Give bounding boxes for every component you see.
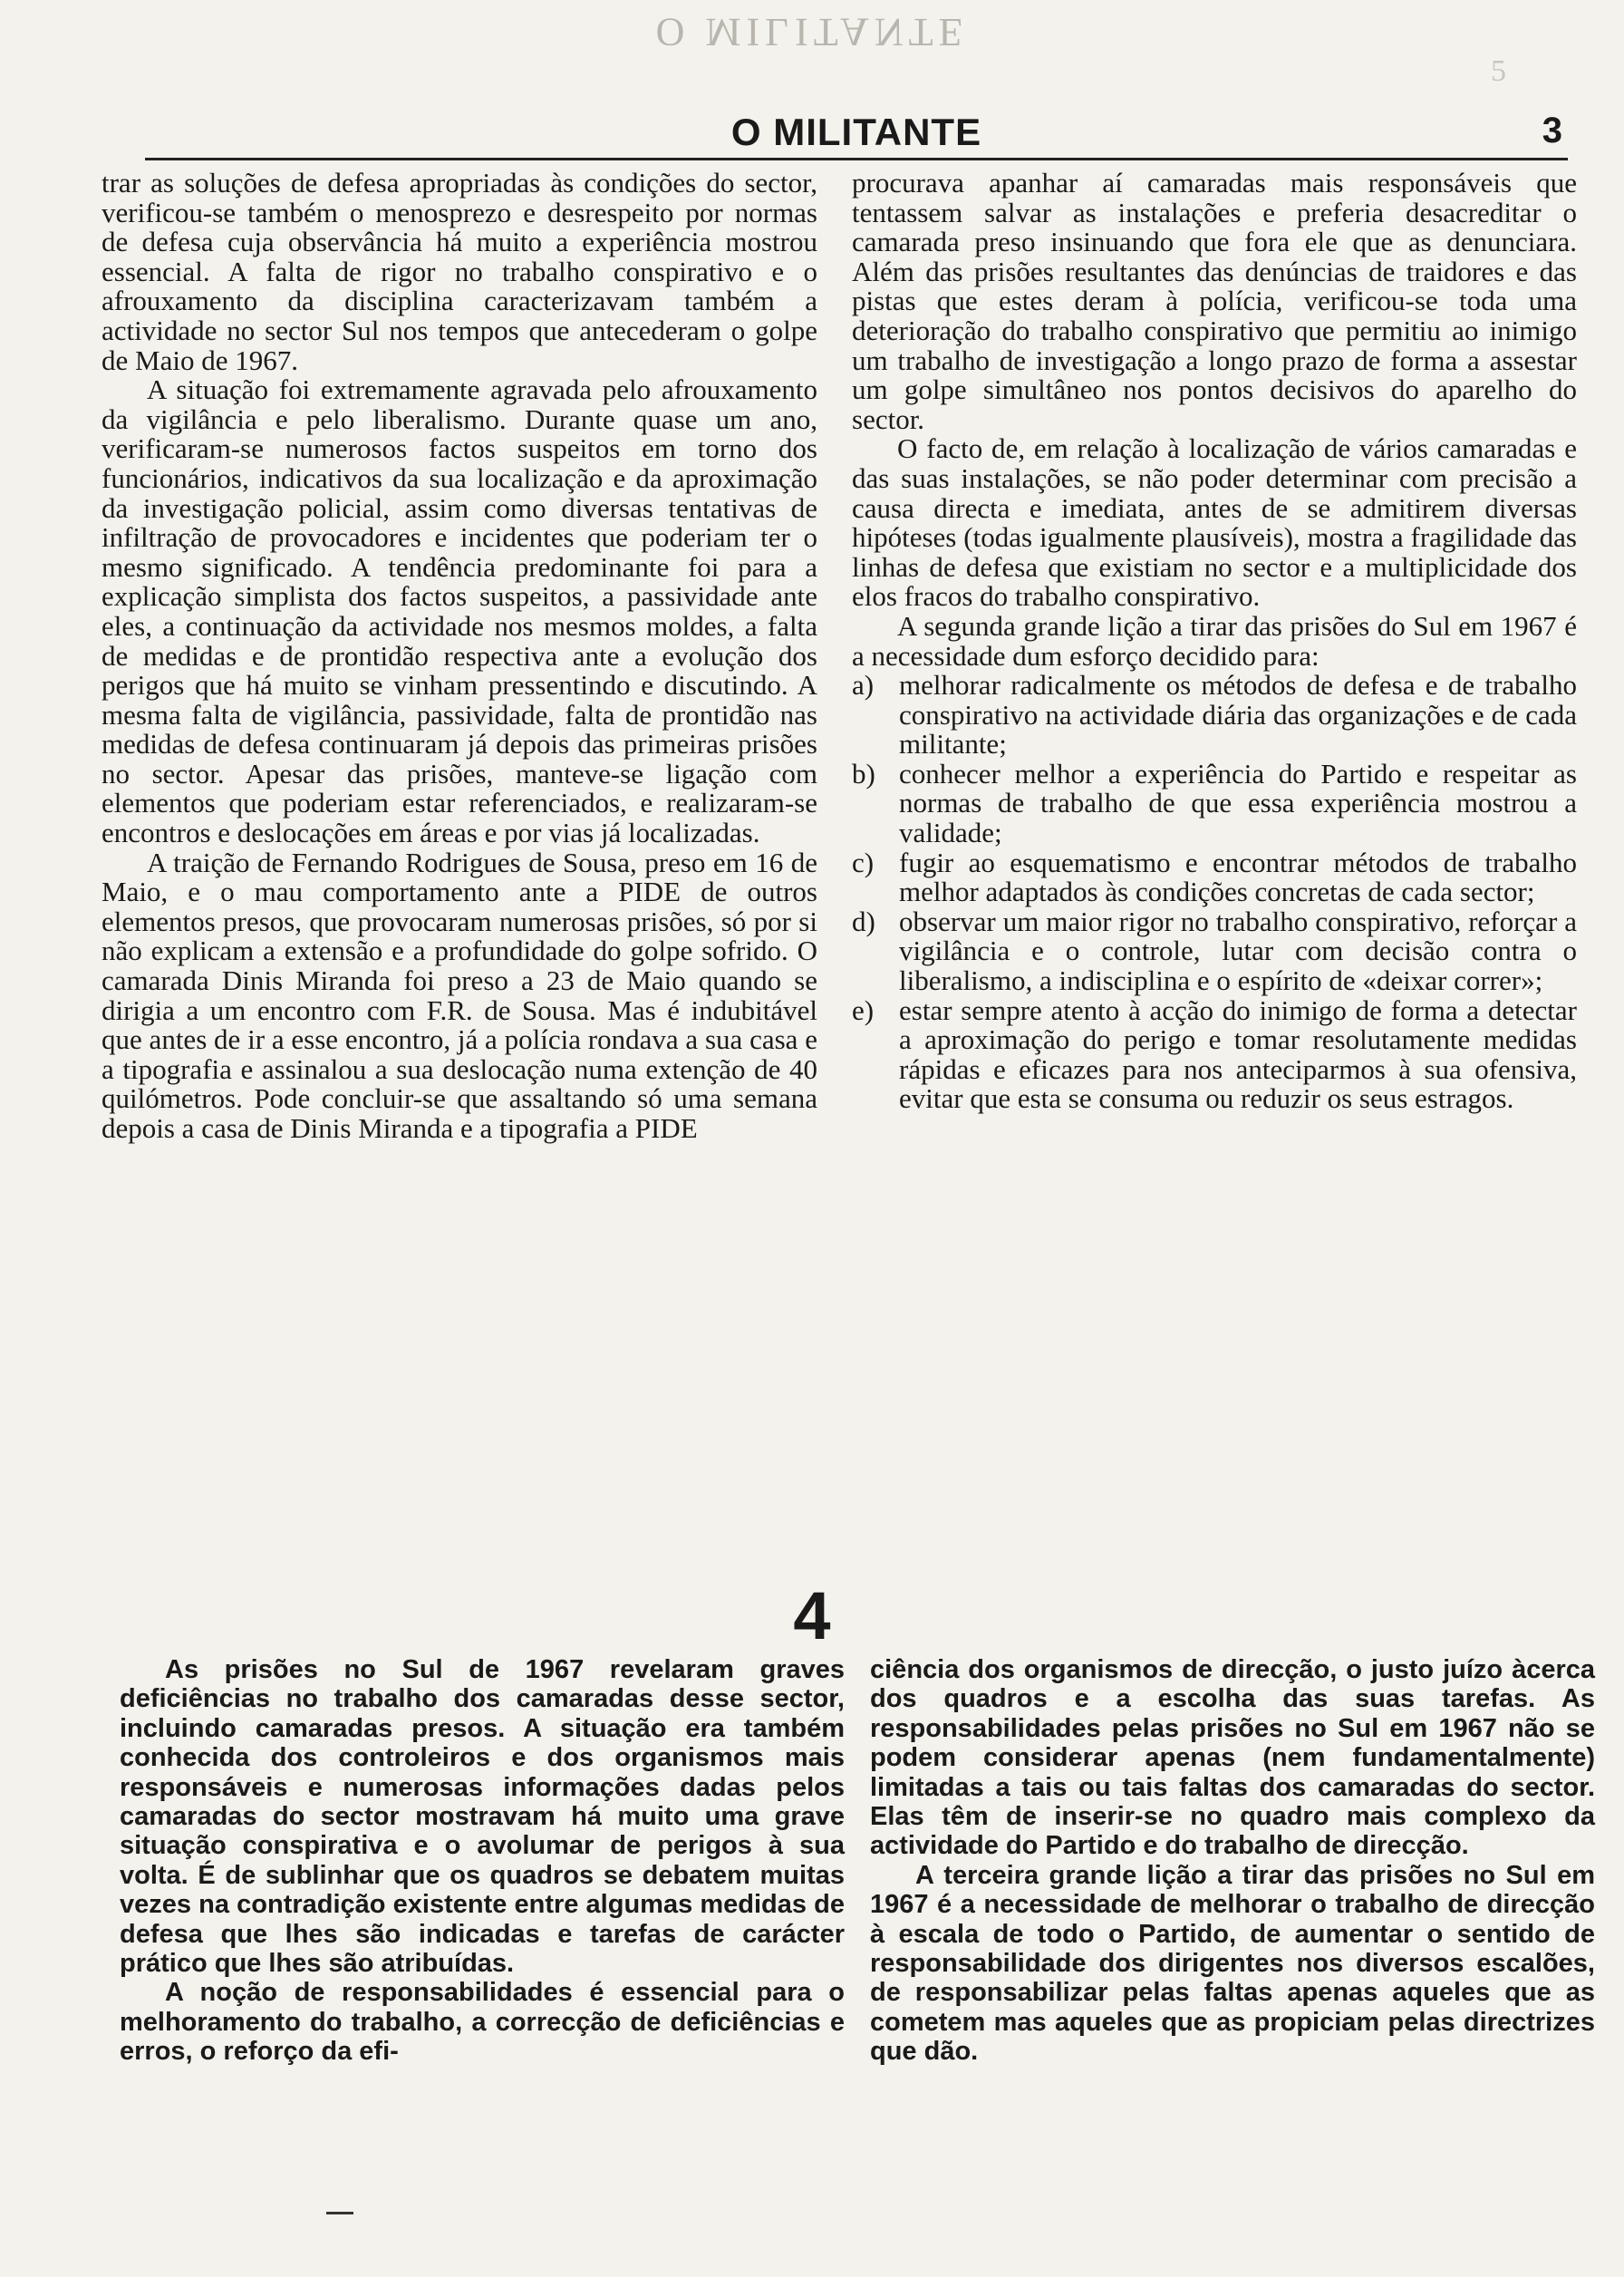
list-item-text: conhecer melhor a experiência do Partido e respeitar as normas de trabalho de que essa experiência mostrou a validade; (899, 757, 1577, 849)
list-item (852, 848, 1577, 907)
paragraph: A noção de responsabilidades é essencial para o melhoramento do trabalho, a correcção de deficiências e erros, o reforço da efi- (120, 1978, 845, 2067)
masthead-title: O MILITANTE (730, 111, 982, 153)
list-item-marker: e) (852, 993, 875, 1026)
column-left-top (102, 169, 817, 1144)
paragraph: ciência dos organismos de direcção, o justo juízo àcerca dos quadros e a escolha das suas tarefas. As responsabilidades pelas prisões no Sul em 1967 não se podem considerar apenas (nem fundamentalmente) limitadas a tais ou tais faltas dos camaradas do sector. Elas têm de inserir-se no quadro mais complexo da actividade do Partido e do trabalho de direcção. (870, 1655, 1595, 1861)
list-item (852, 671, 1577, 760)
column-left-bottom (120, 1655, 845, 2067)
list-item-text: melhorar radicalmente os métodos de defesa e de trabalho conspirativo na actividade diária das organizações e de cada militante; (899, 669, 1577, 761)
column-right-bottom (870, 1655, 1595, 2067)
lesson-list (852, 671, 1577, 1114)
list-item-text: estar sempre atento à acção do inimigo de forma a detectar a aproximação do perigo e tomar resolutamente medidas rápidas e eficazes para nos anteciparmos à sua ofensiva, evitar que esta se consuma ou reduzir os seus estragos. (899, 993, 1577, 1115)
list-item-marker: c) (852, 846, 875, 878)
paragraph: A traição de Fernando Rodrigues de Sousa, preso em 16 de Maio, e o mau comportamento ante a PIDE de outros elementos presos, que provocaram numerosas prisões, só por si não explicam a extensão e a profundidade do golpe sofrido. O camarada Dinis Miranda foi preso a 23 de Maio quando se dirigia a um encontro com F.R. de Sousa. Mas é indubitável que antes de ir a esse encontro, já a polícia rondava a sua casa e a tipografia e assinalou a sua deslocação numa extenção de 40 quilómetros. Pode concluir-se que assaltando só uma semana depois a casa de Dinis Miranda e a tipografia a PIDE (102, 846, 817, 1144)
bleed-through-masthead: O MILITANTE (655, 10, 969, 54)
bleed-through-page-number: 5 (1491, 54, 1506, 88)
paragraph: O facto de, em relação à localização de vários camaradas e das suas instalações, se não poder determinar com precisão a causa directa e imediata, antes de se admitirem diversas hipóteses (todas igualmente plausíveis), mostra a fragilidade das linhas de defesa que existiam no sector e a multiplicidade dos elos fracos do trabalho conspirativo. (852, 432, 1577, 613)
list-item-marker: d) (852, 905, 875, 937)
list-item-marker: a) (852, 669, 875, 702)
paragraph: procurava apanhar aí camaradas mais responsáveis que tentassem salvar as instalações e preferia desacreditar o camarada preso insinuando que fora ele que as denunciara. Além das prisões resultantes das denúncias de traidores e das pistas que estes deram à polícia, verificou-se toda uma deterioração do trabalho conspirativo que permitiu ao inimigo um trabalho de investigação a longo prazo de forma a assestar um golpe simultâneo nos pontos decisivos do aparelho do sector. (852, 167, 1577, 435)
paragraph: A segunda grande lição a tirar das prisões do Sul em 1967 é a necessidade dum esforço decidido para: (852, 609, 1577, 672)
page-header (145, 107, 1568, 160)
column-right-top (852, 169, 1577, 1114)
list-item-text: fugir ao esquematismo e encontrar métodos de trabalho melhor adaptados às condições concretas de cada sector; (899, 846, 1577, 908)
list-item (852, 993, 1577, 1115)
list-item-text: observar um maior rigor no trabalho conspirativo, reforçar a vigilância e o controle, lutar com decisão contra o liberalismo, a indisciplina e o espírito de «deixar correr»; (899, 905, 1577, 997)
list-item-marker: b) (852, 757, 875, 790)
paragraph: trar as soluções de defesa apropriadas às condições do sector, verificou-se também o menosprezo e desrespeito por normas de defesa cuja observância há muito a experiência mostrou essencial. A falta de rigor no trabalho conspirativo e o afrouxamento da disciplina caracterizavam também a actividade no sector Sul nos tempos que antecederam o golpe de Maio de 1967. (102, 167, 817, 376)
page-number: 3 (1542, 111, 1562, 150)
paragraph: A terceira grande lição a tirar das prisões no Sul em 1967 é a necessidade de melhorar o trabalho de direcção à escala de todo o Partido, de aumentar o sentido de responsabilidade dos dirigentes nos diversos escalões, de responsabilizar pelas faltas apenas aqueles que as cometem mas aqueles que as propiciam pelas directrizes que dão. (870, 1860, 1595, 2067)
paragraph: As prisões no Sul de 1967 revelaram graves deficiências no trabalho dos camaradas desse sector, incluindo camaradas presos. A situação era também conhecida dos controleiros e dos organismos mais responsáveis e numerosas informações dadas pelos camaradas do sector mostravam há muito uma grave situação conspirativa e o avolumar de perigos à sua volta. É de sublinhar que os quadros se debatem muitas vezes na contradição existente entre algumas medidas de defesa que lhes são indicadas e tarefas de carácter prático que lhes são atribuídas. (120, 1655, 845, 1979)
list-item (852, 907, 1577, 996)
section-number: 4 (793, 1578, 831, 1653)
list-item (852, 757, 1577, 849)
stray-mark (326, 2212, 353, 2214)
paragraph: A situação foi extremamente agravada pelo afrouxamento da vigilância e pelo liberalismo. Durante quase um ano, verificaram-se numerosos factos suspeitos em torno dos funcionários, indicativos da sua localização e da aproximação da investigação policial, assim como diversas tentativas de infiltração de provocadores e incidentes que poderiam ter o mesmo significado. A tendência predominante foi para a explicação simplista dos factos suspeitos, a passividade ante eles, a continuação da actividade nos mesmos moldes, a falta de medidas e de prontidão respectiva ante a evolução dos perigos que há muito se vinham pressentindo e discutindo. A mesma falta de vigilância, passividade, falta de prontidão nas medidas de defesa continuaram já depois das primeiras prisões no sector. Apesar das prisões, manteve-se ligação com elementos que poderiam estar referenciados, e realizaram-se encontros e deslocações em áreas e por vias já localizadas. (102, 373, 817, 849)
